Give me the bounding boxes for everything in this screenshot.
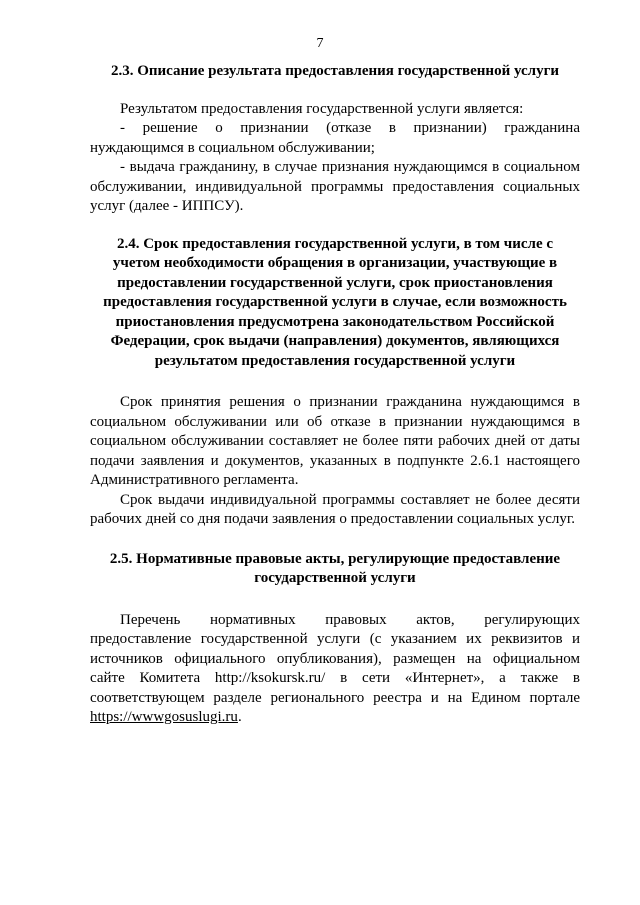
section-2-5-period: . (237, 709, 242, 725)
section-2-5-text: Перечень нормативных правовых актов, регулирующих предоставление государственной услуги (с указанием их реквизитов и источников официального опубликования), размещен на официальном сайте Комитета http://ksokursk.ru/ в сети «Интернет», а также в соответствующем разделе регионального реестра и на Едином портале (90, 611, 580, 706)
section-2-5-paragraph (90, 611, 580, 728)
section-2-3-item-2: - выдача гражданину, в случае признания нуждающимся в социальном обслуживании, индивидуальной программы предоставления социальных услуг (далее - ИППСУ). (90, 159, 580, 214)
document-body (90, 62, 580, 728)
section-2-3-intro: Результатом предоставления государственной услуги является: (120, 100, 524, 117)
page-number: 7 (316, 36, 324, 51)
portal-link[interactable]: https://wwwgosuslugi.ru (90, 709, 238, 725)
section-2-5-heading: 2.5. Нормативные правовые акты, регулирующие предоставление государственной услуги (109, 550, 561, 586)
section-2-4-paragraph-2: Срок выдачи индивидуальной программы составляет не более десяти рабочих дней со дня подачи заявления о предоставлении социальных услуг. (90, 491, 580, 527)
section-2-4-heading: 2.4. Срок предоставления государственной услуги, в том числе с учетом необходимости обращения в организации, участвующие в предоставлении государственной услуги, срок приостановления предоставления государственной услуги в случае, если возможность приостановления предусмотрена законодательством Российской Федерации, срок выдачи (направления) документов, являющихся результатом предоставления государственной услуги (103, 235, 567, 369)
section-2-4-paragraph-1: Срок принятия решения о признании гражданина нуждающимся в социальном обслуживании или об отказе в признании нуждающимся в социальном обслуживании составляет не более пяти рабочих дней от даты подачи заявления и документов, указанных в подпункте 2.6.1 настоящего Административного регламента. (90, 394, 580, 488)
section-2-3-heading: 2.3. Описание результата предоставления государственной услуги (110, 63, 560, 79)
section-2-3-item-1: - решение о признании (отказе в признании) гражданина нуждающимся в социальном обслуживании; (90, 120, 580, 156)
